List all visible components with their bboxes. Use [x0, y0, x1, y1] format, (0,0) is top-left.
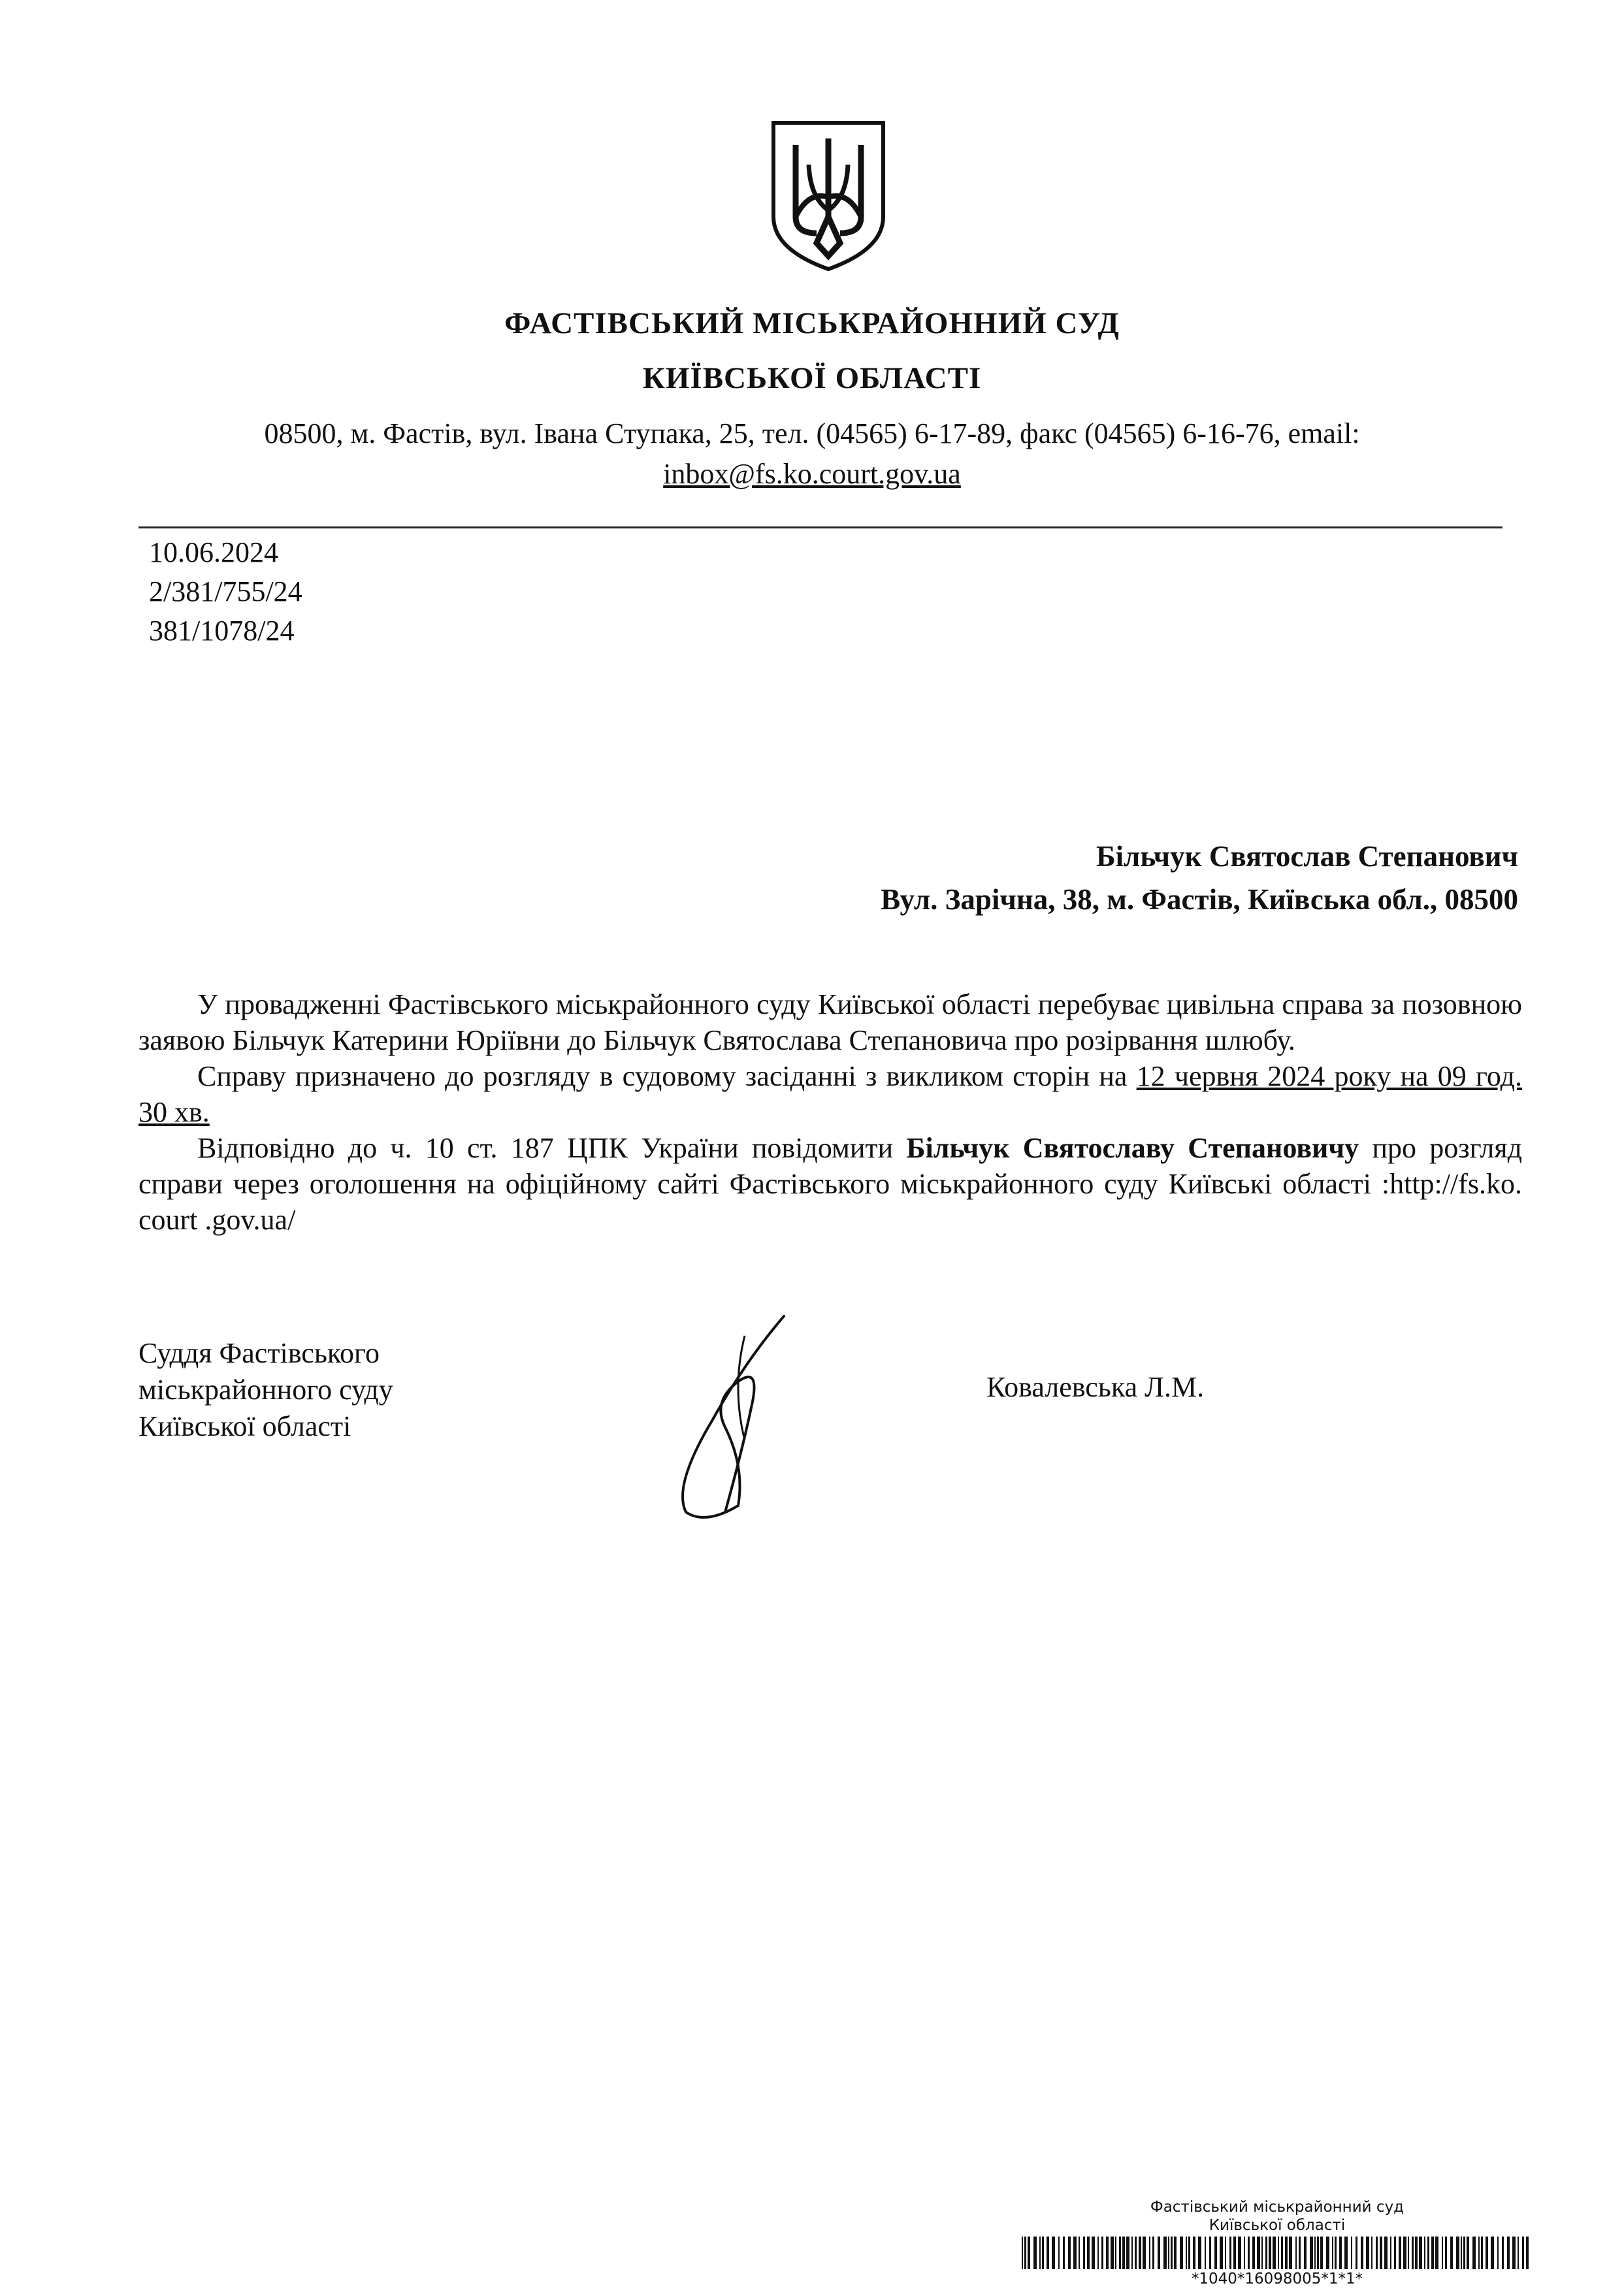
paragraph-2-text: Справу призначено до розгляду в судовому засіданні з викликом сторін на: [197, 1060, 1128, 1092]
court-name-line1: ФАСТІВСЬКИЙ МІСЬКРАЙОННИЙ СУД: [504, 306, 1120, 340]
barcode-bar: [1174, 2237, 1177, 2269]
barcode-bar: [1445, 2237, 1447, 2269]
barcode-bar: [1299, 2237, 1301, 2269]
paragraph-3: [138, 1130, 1522, 1238]
barcode-bar: [1497, 2237, 1499, 2269]
barcode-bar: [1376, 2237, 1378, 2269]
barcode-bar: [1285, 2237, 1288, 2269]
judge-name: Ковалевська Л.М.: [986, 1371, 1205, 1403]
barcode-bar: [1186, 2237, 1187, 2269]
barcode-bar: [1442, 2237, 1443, 2269]
barcode-bar: [1244, 2237, 1245, 2269]
barcode-bar: [1261, 2237, 1263, 2269]
barcode-bar: [1269, 2237, 1271, 2269]
barcode-bar: [1507, 2237, 1510, 2269]
paragraph-3-text: Відповідно до ч. 10 ст. 187 ЦПК України повідомити: [197, 1132, 894, 1164]
barcode-bar: [1058, 2237, 1060, 2269]
barcode-bar: [1073, 2237, 1077, 2269]
barcode-bar: [1214, 2237, 1217, 2269]
barcode-text: *1040*16098005*1*1*: [1191, 2270, 1363, 2287]
judge-title-line3: Київської області: [138, 1410, 351, 1442]
barcode-bar: [1310, 2237, 1313, 2269]
barcode-bar: [1063, 2237, 1065, 2269]
stamp-court-name: Фастівський міськрайонний суд: [1150, 2199, 1405, 2216]
barcode-bar: [1126, 2237, 1129, 2269]
recipient-block: [881, 835, 1518, 921]
barcode-bar: [1478, 2237, 1480, 2269]
barcode-bar: [1366, 2237, 1369, 2269]
barcode-bar: [1135, 2237, 1137, 2269]
barcode-bar: [1502, 2237, 1504, 2269]
barcode-bar: [1087, 2237, 1090, 2269]
barcode-bar: [1149, 2237, 1150, 2269]
barcode-bar: [1463, 2237, 1465, 2269]
barcode-bar: [1461, 2237, 1462, 2269]
barcode-bar: [1101, 2237, 1103, 2269]
judge-title-line1: Суддя Фастівського: [138, 1337, 380, 1369]
barcode-bar: [1522, 2237, 1524, 2269]
barcode-bar: [1198, 2237, 1201, 2269]
case-number: 2/381/755/24: [149, 575, 302, 607]
court-name-line2: КИЇВСЬКОЇ ОБЛАСТІ: [642, 361, 982, 395]
barcode-bar: [1083, 2237, 1085, 2269]
barcode-bar: [1188, 2237, 1190, 2269]
barcode-bar: [1163, 2237, 1167, 2269]
barcode-bar: [1115, 2237, 1116, 2269]
barcode-bar: [1039, 2237, 1041, 2269]
paragraph-2: [138, 1058, 1522, 1130]
barcode-bar: [1394, 2237, 1396, 2269]
document-meta: [149, 533, 302, 651]
barcode-bar: [1361, 2237, 1363, 2269]
barcode-bar: [1403, 2237, 1406, 2269]
barcode-bar: [1332, 2237, 1333, 2269]
respondent-name: Більчук Святославу Степановичу: [906, 1132, 1359, 1164]
barcode-bar: [1180, 2237, 1183, 2269]
handwritten-signature: [647, 1310, 797, 1525]
trident-coat-of-arms-icon: [770, 119, 887, 273]
barcode-bar: [1143, 2237, 1146, 2269]
barcode: [1022, 2237, 1530, 2269]
barcode-bar: [1265, 2237, 1267, 2269]
barcode-bar: [1158, 2237, 1160, 2269]
barcode-bar: [1356, 2237, 1357, 2269]
barcode-bar: [1257, 2237, 1260, 2269]
judge-title-line2: міськрайонного суду: [138, 1374, 393, 1406]
barcode-bar: [1295, 2237, 1297, 2269]
barcode-bar: [1193, 2237, 1195, 2269]
barcode-bar: [1518, 2237, 1519, 2269]
barcode-bar: [1491, 2237, 1494, 2269]
barcode-bar: [1225, 2237, 1226, 2269]
barcode-bar: [1097, 2237, 1099, 2269]
barcode-bar: [1278, 2237, 1279, 2269]
barcode-bar: [1042, 2237, 1044, 2269]
barcode-bar: [1233, 2237, 1236, 2269]
barcode-bar: [1092, 2237, 1095, 2269]
barcode-bar: [1380, 2237, 1382, 2269]
barcode-bar: [1450, 2237, 1453, 2269]
stamp-region: Київської області: [1209, 2217, 1346, 2234]
barcode-bar: [1024, 2237, 1026, 2269]
recipient-address: Вул. Зарічна, 38, м. Фастів, Київська обл., 08500: [881, 883, 1518, 916]
barcode-bar: [1314, 2237, 1316, 2269]
barcode-bar: [1339, 2237, 1342, 2269]
barcode-bar: [1281, 2237, 1283, 2269]
barcode-bar: [1047, 2237, 1049, 2269]
barcode-bar: [1435, 2237, 1438, 2269]
barcode-bar: [1220, 2237, 1223, 2269]
barcode-bar: [1431, 2237, 1434, 2269]
barcode-bar: [1168, 2237, 1169, 2269]
barcode-bar: [1512, 2237, 1516, 2269]
court-address: 08500, м. Фастів, вул. Івана Ступака, 25, тел. (04565) 6-17-89, факс (04565) 6-16-76, email:: [264, 417, 1360, 449]
barcode-bar: [1131, 2237, 1133, 2269]
judge-title-block: [138, 1335, 393, 1445]
paragraph-3-suffix: про розгляд справи через оголошення на офіційному сайті Фастівського міськрайонного суду Київські області :http://fs.ko. court .gov.ua/: [138, 1132, 1523, 1236]
barcode-bar: [1390, 2237, 1391, 2269]
barcode-bar: [1408, 2237, 1409, 2269]
barcode-bar: [1122, 2237, 1125, 2269]
barcode-bar: [1171, 2237, 1173, 2269]
barcode-bar: [1456, 2237, 1459, 2269]
barcode-bar: [1252, 2237, 1255, 2269]
barcode-bar: [1238, 2237, 1241, 2269]
barcode-bar: [1384, 2237, 1388, 2269]
barcode-bar: [1106, 2237, 1109, 2269]
paragraph-1: У провадженні Фастівського міськрайонного суду Київської області перебуває цивільна справа за позовною заявою Більчук Катерини Юріївни до Більчук Святослава Степановича про розірвання шлюбу.: [138, 988, 1522, 1056]
barcode-bar: [1139, 2237, 1141, 2269]
barcode-bar: [1326, 2237, 1329, 2269]
barcode-bar: [1424, 2237, 1425, 2269]
barcode-bar: [1022, 2237, 1023, 2269]
barcode-bar: [1399, 2237, 1401, 2269]
recipient-name: Більчук Святослав Степанович: [1096, 840, 1518, 873]
barcode-bar: [1467, 2237, 1469, 2269]
barcode-bar: [1317, 2237, 1319, 2269]
barcode-bar: [1351, 2237, 1352, 2269]
document-date: 10.06.2024: [149, 536, 278, 568]
barcode-bar: [1419, 2237, 1422, 2269]
header-divider: [138, 526, 1502, 528]
court-email: inbox@fs.ko.court.gov.ua: [663, 458, 961, 490]
barcode-bar: [1229, 2237, 1231, 2269]
barcode-bar: [1111, 2237, 1114, 2269]
barcode-bar: [1320, 2237, 1323, 2269]
barcode-bar: [1481, 2237, 1483, 2269]
barcode-bar: [1289, 2237, 1292, 2269]
hearing-date: 12 червня 2024 року на 09 год. 30 хв.: [138, 1060, 1523, 1128]
notice-body: [138, 986, 1522, 1238]
barcode-bar: [1052, 2237, 1055, 2269]
barcode-bar: [1415, 2237, 1418, 2269]
barcode-bar: [1068, 2237, 1071, 2269]
barcode-bar: [1472, 2237, 1476, 2269]
barcode-bar: [1248, 2237, 1250, 2269]
barcode-bar: [1304, 2237, 1307, 2269]
barcode-bar: [1486, 2237, 1488, 2269]
barcode-bar: [1335, 2237, 1337, 2269]
barcode-bar: [1119, 2237, 1121, 2269]
barcode-bar: [1209, 2237, 1211, 2269]
barcode-bar: [1412, 2237, 1414, 2269]
proceeding-number: 381/1078/24: [149, 615, 295, 647]
barcode-bar: [1152, 2237, 1154, 2269]
barcode-bar: [1033, 2237, 1037, 2269]
barcode-bar: [1526, 2237, 1529, 2269]
barcode-bar: [1205, 2237, 1206, 2269]
barcode-bar: [1273, 2237, 1276, 2269]
barcode-bar: [1028, 2237, 1030, 2269]
barcode-bar: [1079, 2237, 1080, 2269]
barcode-bar: [1344, 2237, 1348, 2269]
barcode-bar: [1371, 2237, 1372, 2269]
barcode-bar: [1427, 2237, 1429, 2269]
